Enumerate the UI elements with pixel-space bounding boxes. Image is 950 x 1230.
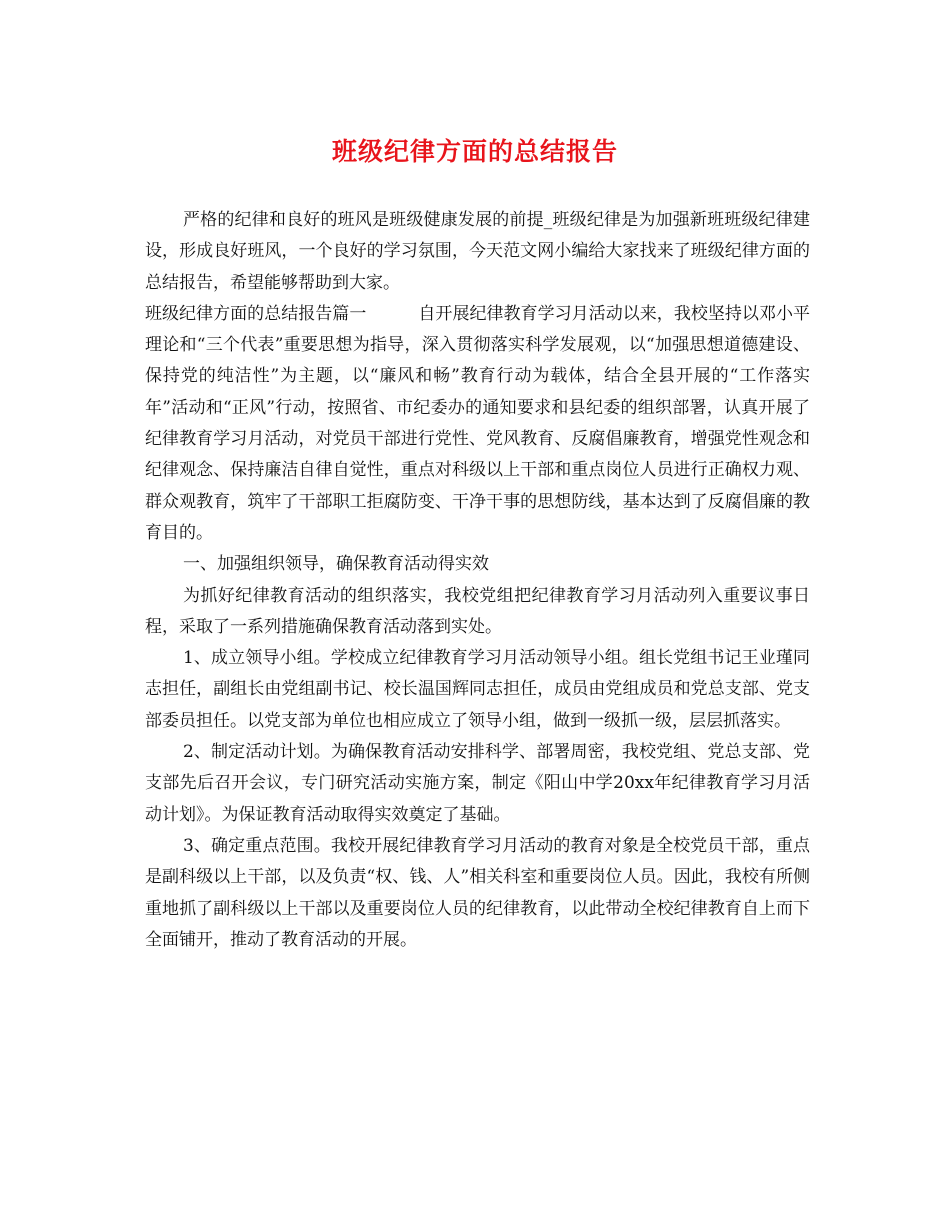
document-body (145, 205, 810, 956)
document-title: 班级纪律方面的总结报告 (331, 137, 618, 166)
section-paragraph (145, 299, 810, 549)
item-1-paragraph: 1、成立领导小组。学校成立纪律教育学习月活动领导小组。组长党组书记王业瑾同志担任，副组长由党组副书记、校长温国辉同志担任，成员由党组成员和党总支部、党支部委员担任。以党支部为单位也相应成立了领导小组，做到一级抓一级，层层抓落实。 (145, 648, 810, 731)
item-2-paragraph: 2、制定活动计划。为确保教育活动安排科学、部署周密，我校党组、党总支部、党支部先后召开会议，专门研究活动实施方案，制定《阳山中学20xx年纪律教育学习月活动计划》。为保证教育活动取得实效奠定了基础。 (145, 742, 810, 825)
section-heading: 班级纪律方面的总结报告篇一 (145, 303, 367, 324)
intro-paragraph: 严格的纪律和良好的班风是班级健康发展的前提_班级纪律是为加强新班班级纪律建设，形成良好班风，一个良好的学习氛围，今天范文网小编给大家找来了班级纪律方面的总结报告，希望能够帮助到大家。 (145, 210, 810, 293)
part1-heading: 一、加强组织领导，确保教育活动得实效 (183, 554, 489, 575)
item-3-paragraph: 3、确定重点范围。我校开展纪律教育学习月活动的教育对象是全校党员干部，重点是副科级以上干部，以及负责“权、钱、人”相关科室和重要岗位人员。因此，我校有所侧重地抓了副科级以上干部以及重要岗位人员的纪律教育，以此带动全校纪律教育自上而下全面铺开，推动了教育活动的开展。 (145, 835, 810, 950)
section-lead: 自开展纪律教育学习月活动以来，我校坚持以邓小平理论和“三个代表”重要思想为指导，深入贯彻落实科学发展观，以“加强思想道德建设、保持党的纯洁性”为主题，以“廉风和畅”教育行动为载体，结合全县开展的“工作落实年”活动和“正风”行动，按照省、市纪委办的通知要求和县纪委的组织部署，认真开展了纪律教育学习月活动，对党员干部进行党性、党风教育、反腐倡廉教育，增强党性观念和纪律观念、保持廉洁自律自觉性，重点对科级以上干部和重点岗位人员进行正确权力观、群众观教育，筑牢了干部职工拒腐防变、干净干事的思想防线，基本达到了反腐倡廉的教育目的。 (145, 303, 811, 543)
part1-intro: 为抓好纪律教育活动的组织落实，我校党组把纪律教育学习月活动列入重要议事日程，采取了一系列措施确保教育活动落到实处。 (145, 585, 810, 637)
